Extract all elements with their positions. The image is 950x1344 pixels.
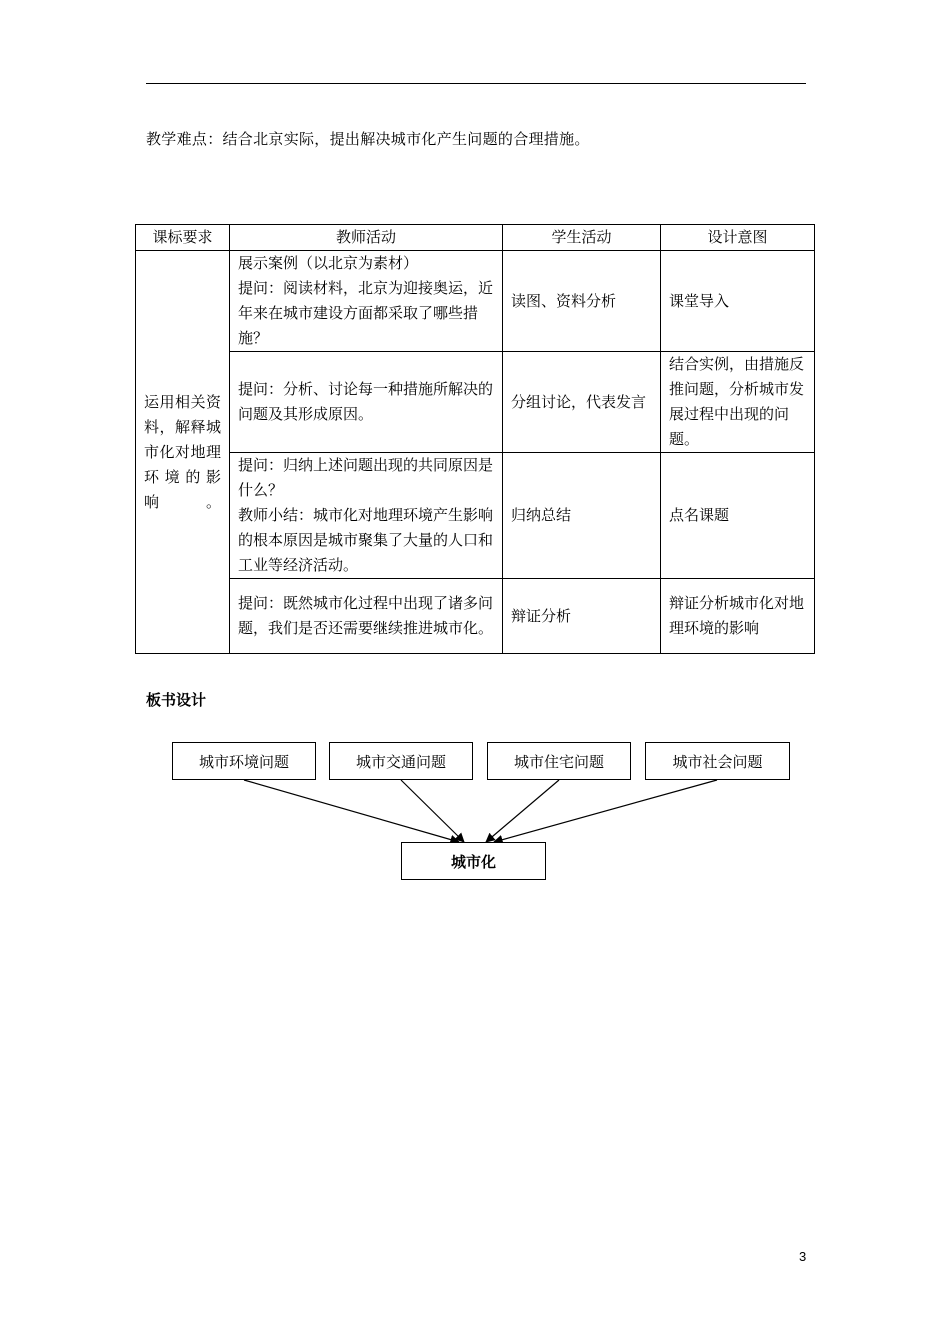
- intent-cell: 结合实例，由措施反推问题，分析城市发展过程中出现的问题。: [661, 352, 815, 453]
- problem-box-environment: 城市环境问题: [172, 742, 316, 780]
- teacher-text: 提问：分析、讨论每一种措施所解决的问题及其形成原因。: [238, 380, 494, 423]
- student-cell: 归纳总结: [503, 453, 661, 579]
- intent-cell: 课堂导入: [661, 251, 815, 352]
- header-design-intent: 设计意图: [661, 225, 815, 251]
- problem-box-housing: 城市住宅问题: [487, 742, 631, 780]
- problem-box-traffic: 城市交通问题: [329, 742, 473, 780]
- student-cell: 分组讨论，代表发言: [503, 352, 661, 453]
- arrow-line: [486, 780, 559, 842]
- header-student-activity: 学生活动: [503, 225, 661, 251]
- requirement-cell: 运用相关资料，解释城市化对地理环境的影响。: [136, 251, 230, 654]
- teacher-text: 提问：既然城市化过程中出现了诸多问题，我们是否还需要继续推进城市化。: [238, 594, 494, 637]
- header-requirement: 课标要求: [136, 225, 230, 251]
- intent-cell: 点名课题: [661, 453, 815, 579]
- teacher-text: 展示案例（以北京为素材）: [238, 254, 419, 272]
- student-cell: 读图、资料分析: [503, 251, 661, 352]
- arrow-line: [494, 780, 717, 842]
- header-teacher-activity: 教师活动: [230, 225, 503, 251]
- student-cell: 辩证分析: [503, 579, 661, 654]
- teacher-text: 教师小结：城市化对地理环境产生影响的根本原因是城市聚集了大量的人口和工业等经济活动。: [238, 506, 494, 574]
- board-design-title: 板书设计: [146, 691, 207, 709]
- arrow-line: [244, 780, 459, 842]
- teacher-text: 提问：归纳上述问题出现的共同原因是什么？: [238, 456, 494, 499]
- teaching-difficulty: 教学难点：结合北京实际，提出解决城市化产生问题的合理措施。: [146, 130, 590, 148]
- teacher-text: 提问：阅读材料，北京为迎接奥运，近年来在城市建设方面都采取了哪些措施？: [238, 279, 494, 347]
- problem-box-social: 城市社会问题: [645, 742, 790, 780]
- page-number: 3: [799, 1249, 807, 1264]
- intent-cell: 辩证分析城市化对地理环境的影响: [661, 579, 815, 654]
- arrow-line: [401, 780, 464, 842]
- urbanization-box: 城市化: [401, 842, 546, 880]
